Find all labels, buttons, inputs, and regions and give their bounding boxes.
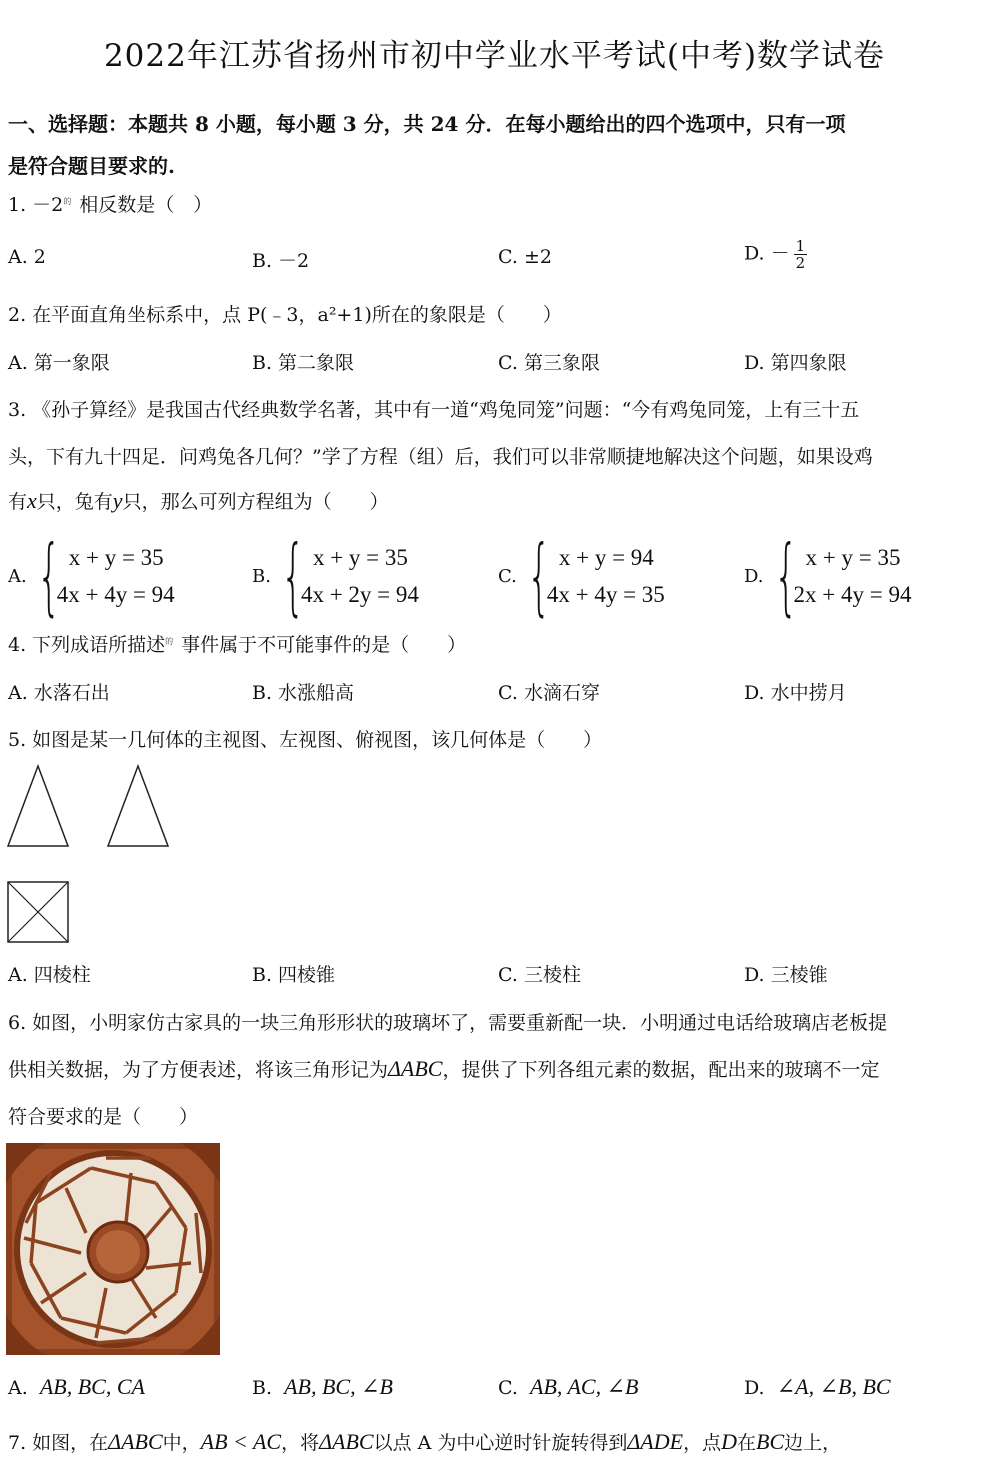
equation-system — [57, 539, 175, 613]
q4-option-c: C. 水滴石穿 — [498, 682, 600, 704]
q4-option-a: A. 水落石出 — [8, 682, 110, 704]
equation-1: x + y = 35 — [312, 545, 408, 570]
q7-math: ΔADE — [627, 1429, 684, 1454]
option-math: AB, AC, ∠B — [530, 1374, 639, 1399]
q3-option-d — [744, 527, 912, 625]
fraction-numerator: 1 — [795, 237, 806, 255]
q7-text: ，将 — [281, 1432, 320, 1454]
q3-option-b — [252, 527, 419, 625]
question-3-line-2: 头，下有九十四足．问鸡兔各几何？”学了方程（组）后，我们可以非常顺捷地解决这个问题，如果设鸡 — [8, 446, 873, 468]
brace-icon: { — [526, 527, 551, 625]
q4-prefix: 4. 下列成语所描述 — [8, 634, 166, 656]
var-y: y — [112, 488, 123, 513]
q4-suffix: 事件属于不可能事件的是（ ） — [181, 634, 467, 656]
q2-option-a: A. 第一象限 — [8, 352, 110, 374]
question-2-stem: 2. 在平面直角坐标系中，点 P(﹣3，a²+1)所在的象限是（ ） — [8, 304, 562, 326]
medallion-center — [96, 1230, 140, 1274]
option-math: AB, BC, CA — [39, 1374, 145, 1399]
q1-option-b: B. －2 — [252, 250, 310, 272]
q6-option-a — [8, 1374, 145, 1400]
equation-1: x + y = 35 — [805, 545, 901, 570]
equation-system — [301, 539, 419, 613]
front-view-triangle — [8, 766, 68, 846]
question-6-line-3: 符合要求的是（ ） — [8, 1106, 199, 1128]
equation-1: x + y = 35 — [68, 545, 164, 570]
q7-math: ΔABC — [319, 1429, 374, 1454]
option-label: D. — [744, 565, 764, 587]
side-view-triangle — [108, 766, 168, 846]
question-3-line-3 — [8, 487, 389, 514]
q1-prefix: 1. －2 — [8, 194, 64, 216]
q7-math: ΔABC — [108, 1429, 163, 1454]
q4-option-d: D. 水中捞月 — [744, 682, 847, 704]
question-6-line-2 — [8, 1055, 880, 1082]
q5-option-c: C. 三棱柱 — [498, 964, 581, 986]
q6-option-c — [498, 1374, 638, 1400]
q2-option-d: D. 第四象限 — [744, 352, 847, 374]
q7-text: 边上， — [784, 1432, 842, 1454]
q3-text: 有 — [8, 491, 28, 513]
page-title: 2022年江苏省扬州市初中学业水平考试(中考)数学试卷 — [103, 38, 886, 74]
three-views-figure — [0, 760, 200, 960]
brace-icon: { — [773, 527, 798, 625]
q1-option-a: A. 2 — [8, 246, 46, 268]
option-label: B. — [252, 565, 271, 587]
question-6-line-1: 6. 如图，小明家仿古家具的一块三角形形状的玻璃坏了，需要重新配一块．小明通过电话给玻璃店老板提 — [8, 1012, 888, 1034]
equation-2: 4x + 4y = 94 — [56, 582, 175, 607]
q2-option-b: B. 第二象限 — [252, 352, 355, 374]
equation-2: 4x + 2y = 94 — [300, 582, 419, 607]
q5-option-d: D. 三棱锥 — [744, 964, 828, 986]
q4-mark: 的 — [165, 636, 174, 646]
q5-option-b: B. 四棱锥 — [252, 964, 336, 986]
question-1-stem — [8, 190, 212, 217]
q5-option-a: A. 四棱柱 — [8, 964, 91, 986]
var-x: x — [27, 488, 37, 513]
q4-option-b: B. 水涨船高 — [252, 682, 355, 704]
question-7-line-1 — [8, 1428, 841, 1455]
question-4-stem — [8, 630, 466, 657]
q3-option-a — [8, 527, 175, 625]
option-math: ∠A, ∠B, BC — [776, 1374, 891, 1399]
q1-option-d-label: D. － — [744, 242, 790, 265]
fraction-denominator: 2 — [795, 254, 806, 272]
option-math: AB, BC, ∠B — [284, 1374, 393, 1399]
q7-math: BC — [756, 1429, 785, 1454]
q6-option-d — [744, 1374, 891, 1400]
triangle-abc: ΔABC — [388, 1056, 443, 1081]
q1-option-d-fraction — [794, 238, 808, 271]
q3-text: 只，那么可列方程组为（ ） — [122, 491, 389, 513]
q1-option-d — [744, 238, 807, 271]
question-5-stem: 5. 如图是某一几何体的主视图、左视图、俯视图，该几何体是（ ） — [8, 729, 603, 751]
option-label: C. — [498, 1377, 518, 1399]
brace-icon: { — [36, 527, 61, 625]
q1-mark: 的 — [63, 196, 72, 206]
q7-text: ，点 — [683, 1432, 722, 1454]
question-3-line-1: 3. 《孙子算经》是我国古代经典数学名著，其中有一道“鸡兔同笼”问题：“今有鸡兔同笼，上有三十五 — [8, 399, 860, 421]
q6-text: 供相关数据，为了方便表述，将该三角形记为 — [8, 1059, 389, 1081]
q1-option-c: C. ±2 — [498, 246, 552, 268]
q7-text: 在 — [736, 1432, 756, 1454]
q1-suffix: 相反数是（ ） — [79, 194, 213, 216]
section-heading-line-1: 一、选择题：本题共 8 小题，每小题 3 分，共 24 分．在每小题给出的四个选项中，只有一项 — [8, 112, 846, 136]
equation-2: 2x + 4y = 94 — [793, 582, 912, 607]
option-label: B. — [252, 1377, 273, 1399]
option-label: C. — [498, 565, 517, 587]
equation-system — [794, 539, 912, 613]
option-label: A. — [8, 1377, 28, 1399]
q7-math: D — [721, 1429, 737, 1454]
q7-text: 7. 如图，在 — [8, 1432, 109, 1454]
q7-text: 以点 A 为中心逆时针旋转得到 — [373, 1432, 628, 1454]
lattice-window-image — [6, 1143, 220, 1355]
equation-system — [547, 539, 665, 613]
equation-1: x + y = 94 — [558, 545, 654, 570]
section-heading-line-2: 是符合题目要求的. — [8, 154, 175, 178]
q2-option-c: C. 第三象限 — [498, 352, 600, 374]
q3-option-c — [498, 527, 665, 625]
option-label: D. — [744, 1377, 765, 1399]
q6-text: ，提供了下列各组元素的数据，配出来的玻璃不一定 — [442, 1059, 880, 1081]
q3-text: 只，兔有 — [36, 491, 113, 513]
q7-math: AB < AC — [200, 1429, 282, 1454]
q7-text: 中， — [162, 1432, 201, 1454]
q6-option-b — [252, 1374, 393, 1400]
option-label: A. — [8, 565, 27, 587]
equation-2: 4x + 4y = 35 — [546, 582, 665, 607]
brace-icon: { — [281, 527, 306, 625]
